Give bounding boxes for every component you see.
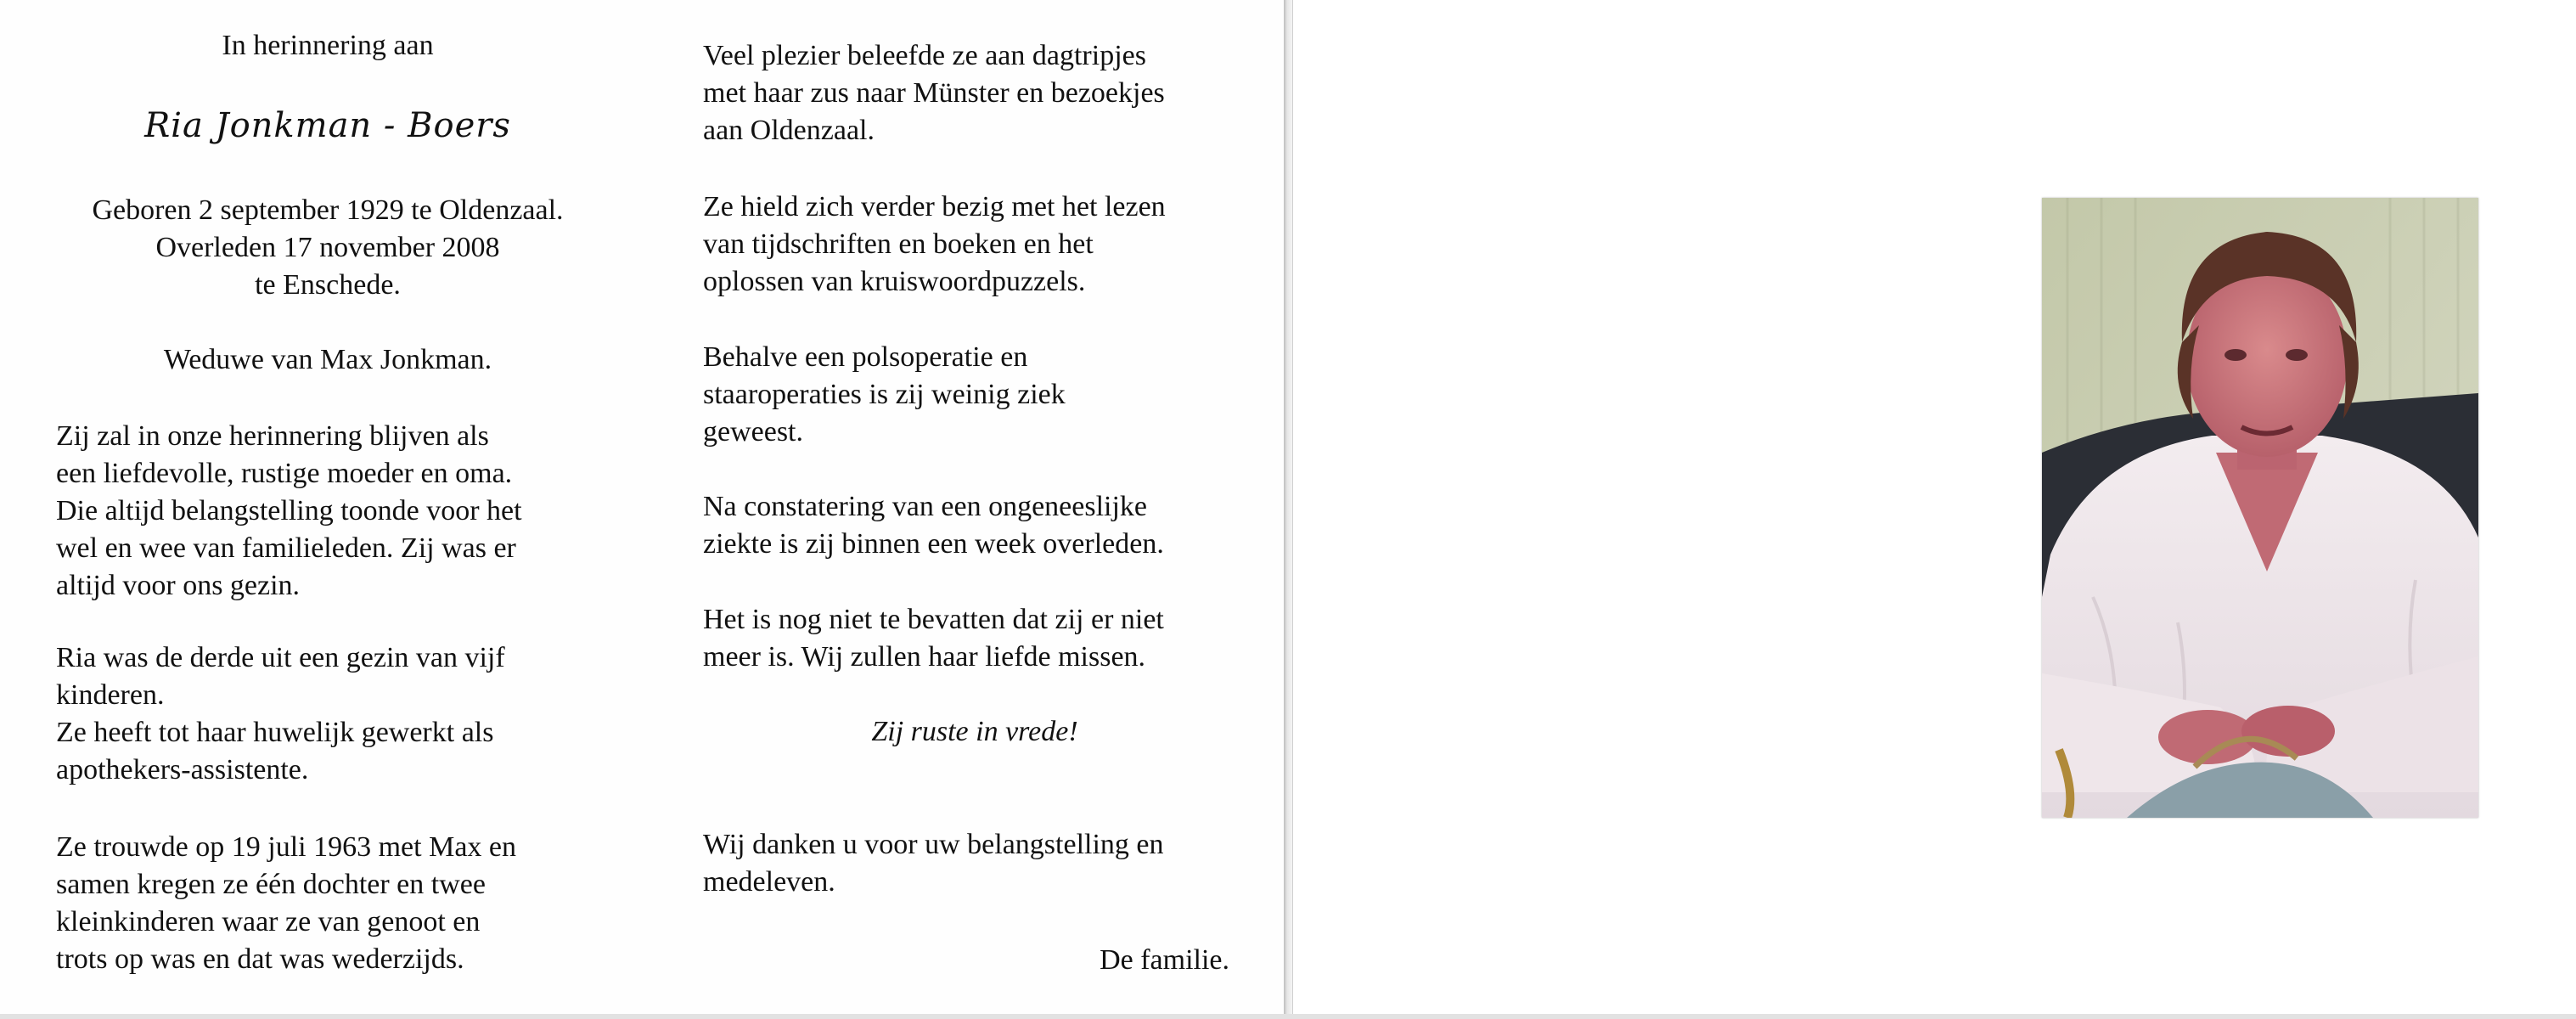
paragraph-thanks [703,826,1263,901]
text-line: Ze heeft tot haar huwelijk gewerkt als [56,717,494,748]
paragraph-memory [56,418,633,605]
text-line: geweest. [703,416,804,448]
deceased-name: Ria Jonkman - Boers [144,106,511,145]
rest-in-peace: Zij ruste in vrede! [871,716,1078,747]
scan-edge [0,1014,2576,1019]
signature: De familie. [1100,944,1229,976]
paragraph-illness [703,488,1263,563]
text-line: Behalve een polsoperatie en [703,341,1028,373]
text-line: Ria was de derde uit een gezin van vijf [56,642,505,673]
text-line: Wij danken u voor uw belangstelling en [703,829,1164,860]
text-panel [0,0,1285,1019]
born-line: Geboren 2 september 1929 te Oldenzaal. [92,194,564,226]
text-line: meer is. Wij zullen haar liefde missen. [703,641,1146,673]
text-line: altijd voor ons gezin. [56,570,301,601]
dates-block [56,192,599,304]
text-line: apothekers-assistente. [56,754,309,785]
text-line: kleinkinderen waar ze van genoot en [56,906,481,937]
text-line: kinderen. [56,679,165,711]
text-line: Het is nog niet te bevatten dat zij er niet [703,604,1164,635]
card-fold [1284,0,1292,1019]
text-line: Die altijd belangstelling toonde voor het [56,495,522,526]
paragraph-marriage [56,829,633,978]
paragraph-daytrips [703,37,1263,149]
text-line: met haar zus naar Münster en bezoekjes [703,77,1165,109]
text-line: staaroperaties is zij weinig ziek [703,379,1066,410]
text-line: trots op was en dat was wederzijds. [56,943,464,975]
text-line: Zij zal in onze herinnering blijven als [56,420,489,452]
text-line: Ze trouwde op 19 juli 1963 met Max en [56,831,517,863]
text-line: aan Oldenzaal. [703,115,875,146]
text-line: een liefdevolle, rustige moeder en oma. [56,458,513,489]
paragraph-missing [703,601,1263,676]
text-line: samen kregen ze één dochter en twee [56,869,486,900]
text-line: oplossen van kruiswoordpuzzels. [703,266,1086,297]
portrait-photo-icon [2042,198,2478,818]
text-line: medeleven. [703,866,835,898]
text-line: ziekte is zij binnen een week overleden. [703,528,1164,560]
paragraph-health [703,339,1263,451]
died-place-line: te Enschede. [255,269,401,301]
text-line: Ze hield zich verder bezig met het lezen [703,191,1166,222]
paragraph-family [56,639,633,789]
intro-text: In herinnering aan [222,30,434,61]
portrait-photo [2042,198,2478,818]
text-line: van tijdschriften en boeken en het [703,228,1094,260]
text-line: Veel plezier beleefde ze aan dagtripjes [703,40,1146,71]
paragraph-hobbies [703,189,1263,301]
text-line: Na constatering van een ongeneeslijke [703,491,1148,522]
text-line: wel en wee van familieleden. Zij was er [56,532,516,564]
died-line: Overleden 17 november 2008 [155,232,500,263]
widow-line: Weduwe van Max Jonkman. [163,344,492,375]
